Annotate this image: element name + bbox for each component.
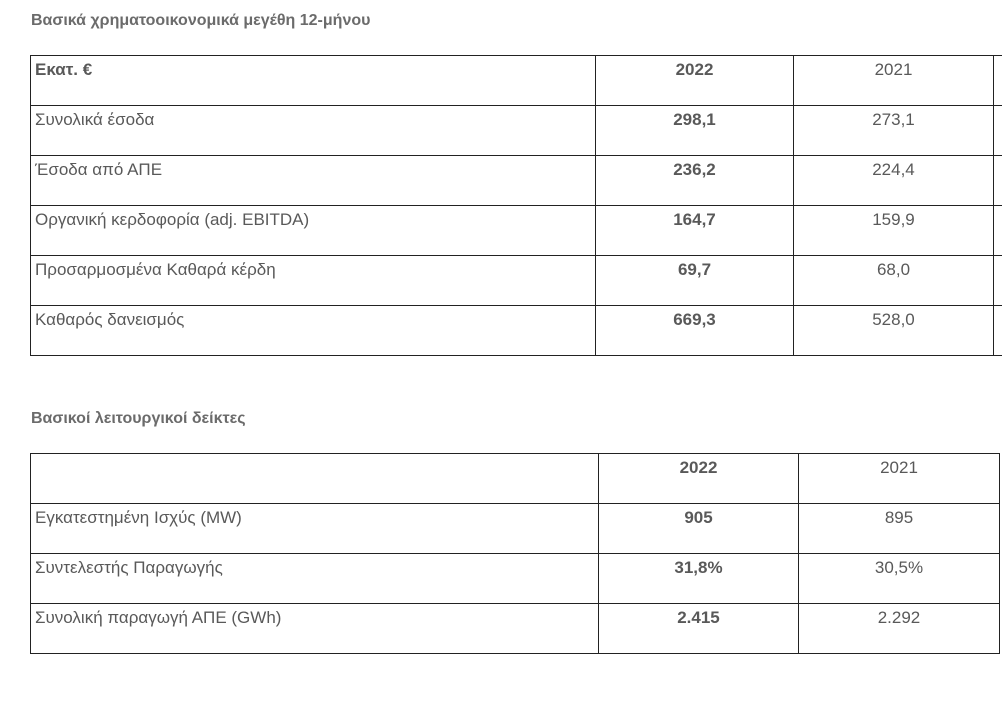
empty-cell (994, 256, 1002, 306)
table-row (31, 256, 1002, 306)
row-label: Έσοδα από ΑΠΕ (31, 156, 596, 206)
row-label: Συνολική παραγωγή ΑΠΕ (GWh) (31, 604, 599, 654)
value-2022: 298,1 (596, 106, 794, 156)
row-label: Καθαρός δανεισμός (31, 306, 596, 356)
value-2021: 2.292 (799, 604, 1000, 654)
row-label: Οργανική κερδοφορία (adj. EBITDA) (31, 206, 596, 256)
value-2021: 273,1 (794, 106, 994, 156)
value-2022: 669,3 (596, 306, 794, 356)
header-year-2022: 2022 (596, 56, 794, 106)
header-year-2021: 2021 (794, 56, 994, 106)
row-label: Συντελεστής Παραγωγής (31, 554, 599, 604)
value-2022: 2.415 (599, 604, 799, 654)
operational-section-title: Βασικοί λειτουργικοί δείκτες (31, 410, 246, 427)
value-2022: 31,8% (599, 554, 799, 604)
row-label: Συνολικά έσοδα (31, 106, 596, 156)
table-row (31, 156, 1002, 206)
row-label: Εγκατεστημένη Ισχύς (MW) (31, 504, 599, 554)
value-2022: 69,7 (596, 256, 794, 306)
value-2021: 30,5% (799, 554, 1000, 604)
empty-cell (994, 206, 1002, 256)
financial-section-title: Βασικά χρηματοοικονομικά μεγέθη 12-μήνου (31, 12, 371, 29)
value-2022: 164,7 (596, 206, 794, 256)
empty-cell (994, 106, 1002, 156)
value-2021: 895 (799, 504, 1000, 554)
value-2021: 224,4 (794, 156, 994, 206)
table-header-row (31, 454, 1000, 504)
empty-cell (994, 156, 1002, 206)
table-row (31, 106, 1002, 156)
operational-table (30, 453, 1000, 654)
table-row (31, 554, 1000, 604)
value-2022: 236,2 (596, 156, 794, 206)
value-2022: 905 (599, 504, 799, 554)
table-row (31, 604, 1000, 654)
empty-cell (994, 306, 1002, 356)
table-row (31, 306, 1002, 356)
table-header-row (31, 56, 1002, 106)
value-2021: 528,0 (794, 306, 994, 356)
table-row (31, 504, 1000, 554)
header-unit-label: Εκατ. € (31, 56, 596, 106)
header-year-2022: 2022 (599, 454, 799, 504)
row-label: Προσαρμοσμένα Καθαρά κέρδη (31, 256, 596, 306)
table-row (31, 206, 1002, 256)
value-2021: 68,0 (794, 256, 994, 306)
header-unit-label (31, 454, 599, 504)
financial-table (30, 55, 1002, 356)
header-year-2021: 2021 (799, 454, 1000, 504)
empty-cell (994, 56, 1002, 106)
value-2021: 159,9 (794, 206, 994, 256)
